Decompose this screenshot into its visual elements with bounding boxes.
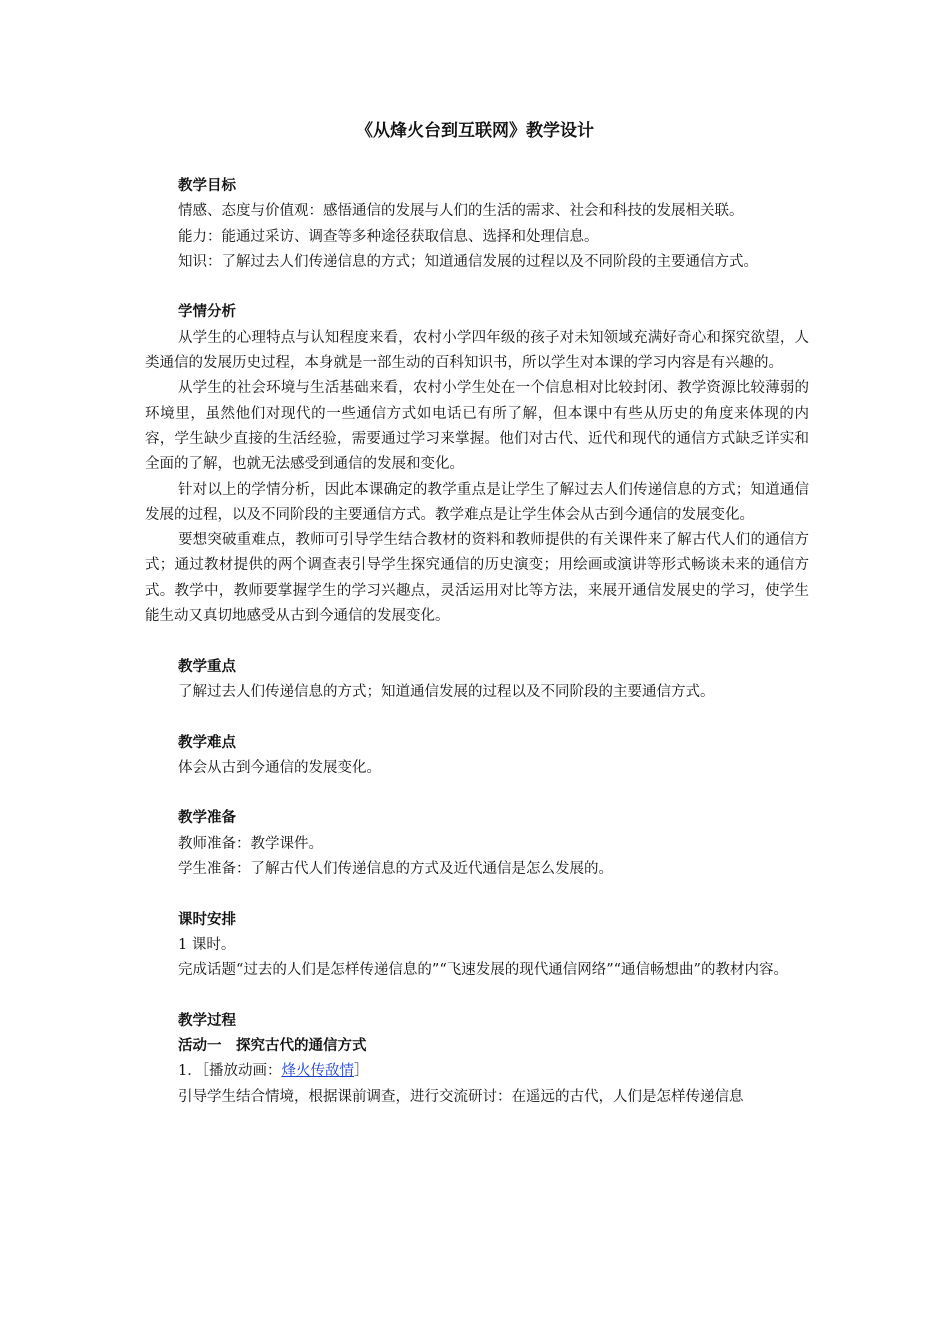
section-heading-key-points: 教学重点 xyxy=(178,658,236,675)
section-gap xyxy=(145,781,809,806)
analysis-paragraph-3: 针对以上的学情分析，因此本课确定的教学重点是让学生了解过去人们传递信息的方式；知道通信发展的过程，以及不同阶段的主要通信方式。教学难点是让学生体会从古到今通信的发展变化。 xyxy=(145,481,809,523)
objective-knowledge: 知识：了解过去人们传递信息的方式；知道通信发展的过程以及不同阶段的主要通信方式。 xyxy=(178,253,758,270)
teacher-preparation: 教师准备：教学课件。 xyxy=(178,835,323,852)
process-paragraph: 引导学生结合情境，根据课前调查，进行交流研讨：在遥远的古代，人们是怎样传递信息 xyxy=(178,1088,744,1105)
section-gap xyxy=(145,629,809,654)
process-item-1 xyxy=(145,1059,809,1084)
objective-ability: 能力：能通过采访、调查等多种途径获取信息、选择和处理信息。 xyxy=(178,228,599,245)
item-1-prefix: 1．［播放动画： xyxy=(178,1063,282,1080)
section-heading-schedule: 课时安排 xyxy=(178,911,236,928)
section-heading-objectives: 教学目标 xyxy=(178,178,236,194)
section-gap xyxy=(145,882,809,907)
analysis-paragraph-4: 要想突破重难点，教师可引导学生结合教材的资料和教师提供的有关课件来了解古代人们的通信方式；通过教材提供的两个调查表引导学生探究通信的历史演变；用绘画或演讲等形式畅谈未来的通信方式。教学中，教师要掌握学生的学习兴趣点，灵活运用对比等方法，来展开通信发展史的学习，使学生能生动又真切地感受从古到今通信的发展变化。 xyxy=(145,532,809,625)
schedule-content: 完成话题“过去的人们是怎样传递信息的”“飞速发展的现代通信网络”“通信畅想曲”的教材内容。 xyxy=(178,962,788,979)
section-heading-preparation: 教学准备 xyxy=(178,810,236,827)
section-gap xyxy=(145,275,809,300)
document-title: 《从烽火台到互联网》教学设计 xyxy=(356,121,594,141)
animation-link[interactable]: 烽火传敌情 xyxy=(281,1063,354,1080)
section-heading-difficulties: 教学难点 xyxy=(178,734,236,751)
student-preparation: 学生准备：了解古代人们传递信息的方式及近代通信是怎么发展的。 xyxy=(178,861,613,878)
objective-emotion: 情感、态度与价值观：感悟通信的发展与人们的生活的需求、社会和科技的发展相关联。 xyxy=(178,203,744,220)
section-heading-analysis: 学情分析 xyxy=(178,304,236,321)
analysis-paragraph-1: 从学生的心理特点与认知程度来看，农村小学四年级的孩子对未知领域充满好奇心和探究欲望，人类通信的发展历史过程，本身就是一部生动的百科知识书，所以学生对本课的学习内容是有兴趣的。 xyxy=(145,329,809,372)
analysis-paragraph-2: 从学生的社会环境与生活基础来看，农村小学生处在一个信息相对比较封闭、教学资源比较薄弱的环境里，虽然他们对现代的一些通信方式如电话已有所了解，但本课中有些从历史的角度来体现的内容，学生缺少直接的生活经验，需要通过学习来掌握。他们对古代、近代和现代的通信方式缺乏详实和全面的了解，也就无法感受到通信的发展和变化。 xyxy=(145,380,809,473)
section-gap xyxy=(145,984,809,1009)
difficulties-text: 体会从古到今通信的发展变化。 xyxy=(178,759,381,776)
item-1-suffix: ］ xyxy=(353,1063,369,1080)
section-heading-process: 教学过程 xyxy=(178,1012,236,1029)
document-body xyxy=(145,174,809,1110)
section-gap xyxy=(145,705,809,730)
activity-one-heading: 活动一 探究古代的通信方式 xyxy=(178,1038,367,1055)
schedule-lessons: 1 课时。 xyxy=(178,936,236,953)
key-points-text: 了解过去人们传递信息的方式；知道通信发展的过程以及不同阶段的主要通信方式。 xyxy=(178,683,715,700)
